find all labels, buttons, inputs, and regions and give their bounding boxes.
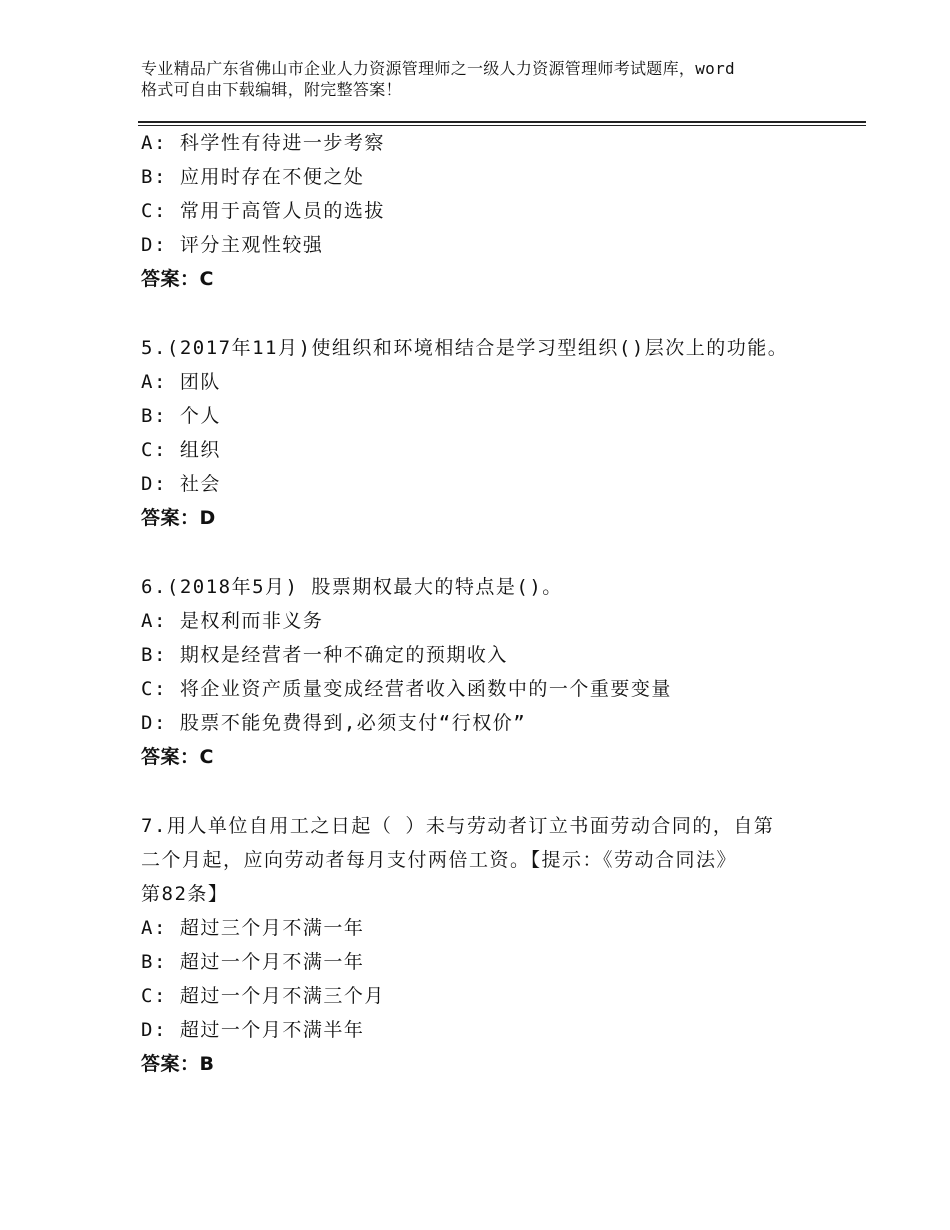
q4-option-a: A: 科学性有待进一步考察 <box>141 132 385 154</box>
header-divider-thin <box>138 125 866 126</box>
q7-option-d: D: 超过一个月不满半年 <box>141 1019 365 1041</box>
q7-stem-line-2: 二个月起，应向劳动者每月支付两倍工资。【提示：《劳动合同法》 <box>141 849 738 871</box>
q7-stem-line-3: 第82条】 <box>141 883 229 905</box>
q5-option-a: A: 团队 <box>141 371 221 393</box>
header-line-2: 格式可自由下载编辑，附完整答案！ <box>141 80 402 99</box>
q6-option-a: A: 是权利而非义务 <box>141 610 324 632</box>
q5-answer: 答案：D <box>141 507 216 529</box>
q4-option-d: D: 评分主观性较强 <box>141 234 324 256</box>
q4-option-c: C: 常用于高管人员的选拔 <box>141 200 385 222</box>
q5-option-b: B: 个人 <box>141 405 221 427</box>
q5-option-c: C: 组织 <box>141 439 221 461</box>
q7-stem-line-1: 7.用人单位自用工之日起（ ）未与劳动者订立书面劳动合同的，自第 <box>141 815 775 837</box>
q6-option-b: B: 期权是经营者一种不确定的预期收入 <box>141 644 508 666</box>
q6-option-c: C: 将企业资产质量变成经营者收入函数中的一个重要变量 <box>141 678 672 700</box>
q6-answer: 答案：C <box>141 746 214 768</box>
q7-option-c: C: 超过一个月不满三个月 <box>141 985 385 1007</box>
q6-stem: 6.(2018年5月) 股票期权最大的特点是()。 <box>141 576 563 598</box>
q5-option-d: D: 社会 <box>141 473 221 495</box>
q5-stem: 5.(2017年11月)使组织和环境相结合是学习型组织()层次上的功能。 <box>141 337 789 359</box>
header-divider-thick <box>138 121 866 123</box>
document-header <box>141 58 841 100</box>
q7-option-b: B: 超过一个月不满一年 <box>141 951 365 973</box>
q6-option-d: D: 股票不能免费得到,必须支付“行权价” <box>141 712 527 734</box>
q4-answer: 答案：C <box>141 268 214 290</box>
q7-option-a: A: 超过三个月不满一年 <box>141 917 365 939</box>
q7-answer: 答案：B <box>141 1053 215 1075</box>
header-line-1: 专业精品广东省佛山市企业人力资源管理师之一级人力资源管理师考试题库，word <box>141 59 735 78</box>
q4-option-b: B: 应用时存在不便之处 <box>141 166 365 188</box>
